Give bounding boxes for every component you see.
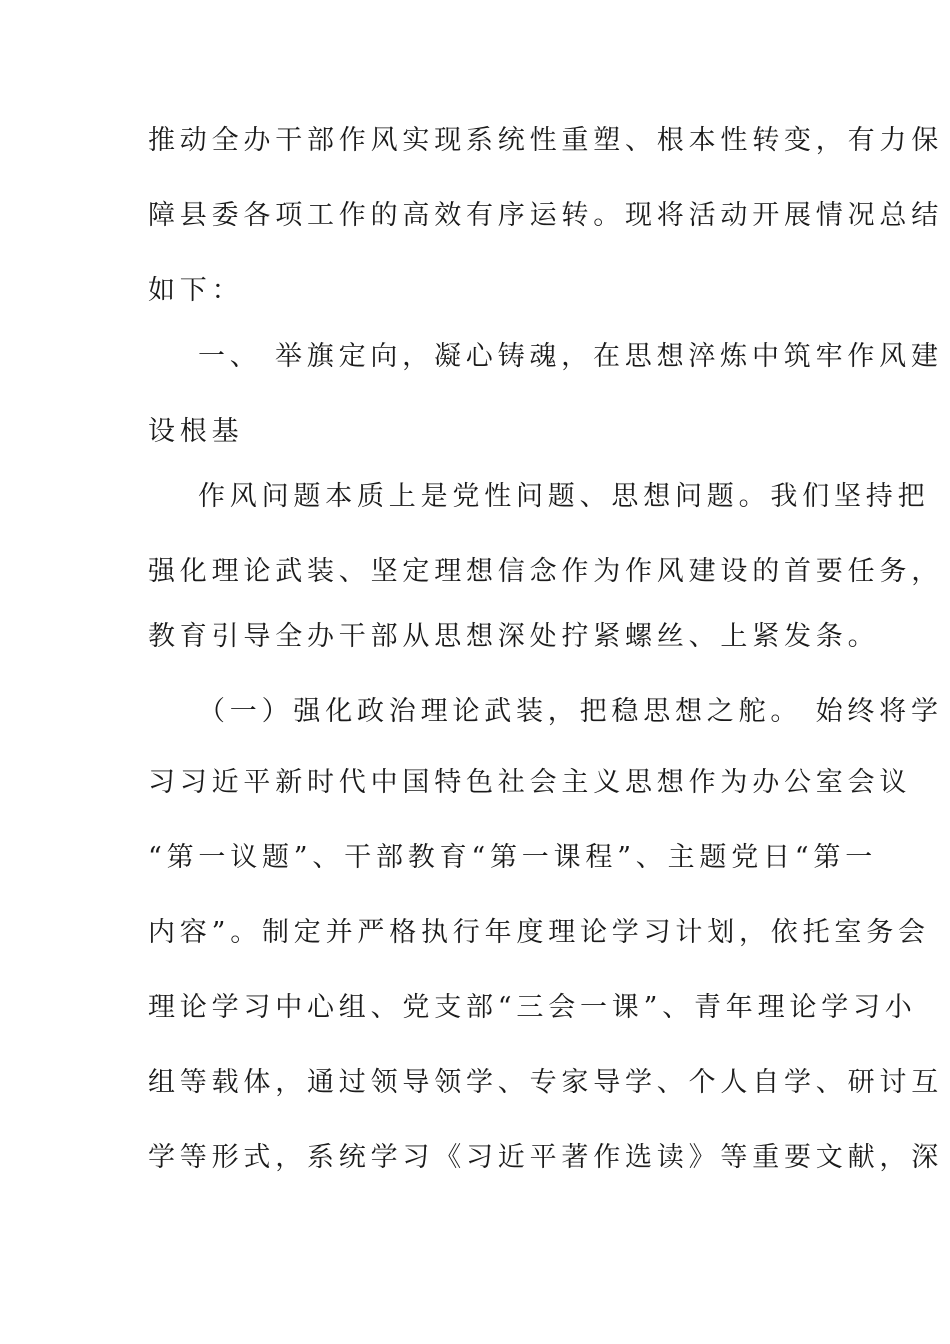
body-text-line: 作风问题本质上是党性问题、思想问题。我们坚持把 xyxy=(198,481,930,512)
body-text-line: 习习近平新时代中国特色社会主义思想作为办公室会议 xyxy=(148,767,912,798)
body-text-line: 学等形式，系统学习《习近平著作选读》等重要文献，深 xyxy=(148,1142,943,1173)
body-text-line: 教育引导全办干部从思想深处拧紧螺丝、上紧发条。 xyxy=(148,621,880,652)
body-text-line: “第一议题”、干部教育“第一课程”、主题党日“第一 xyxy=(148,842,878,873)
section-heading: 一、 举旗定向，凝心铸魂，在思想淬炼中筑牢作风建 xyxy=(198,341,943,372)
subsection-heading: （一）强化政治理论武装，把稳思想之舵。 始终将学 xyxy=(198,696,943,727)
section-heading-continuation: 设根基 xyxy=(148,416,244,447)
body-text-line: 内容”。制定并严格执行年度理论学习计划，依托室务会 xyxy=(148,917,930,948)
body-text-line: 组等载体，通过领导领学、专家导学、个人自学、研讨互 xyxy=(148,1067,943,1098)
body-text-line: 推动全办干部作风实现系统性重塑、根本性转变，有力保 xyxy=(148,125,943,156)
body-text-line: 如下： xyxy=(148,275,244,306)
body-text-line: 理论学习中心组、党支部“三会一课”、青年理论学习小 xyxy=(148,992,917,1023)
body-text-line: 强化理论武装、坚定理想信念作为作风建设的首要任务， xyxy=(148,556,943,587)
body-text-line: 障县委各项工作的高效有序运转。现将活动开展情况总结 xyxy=(148,200,943,231)
